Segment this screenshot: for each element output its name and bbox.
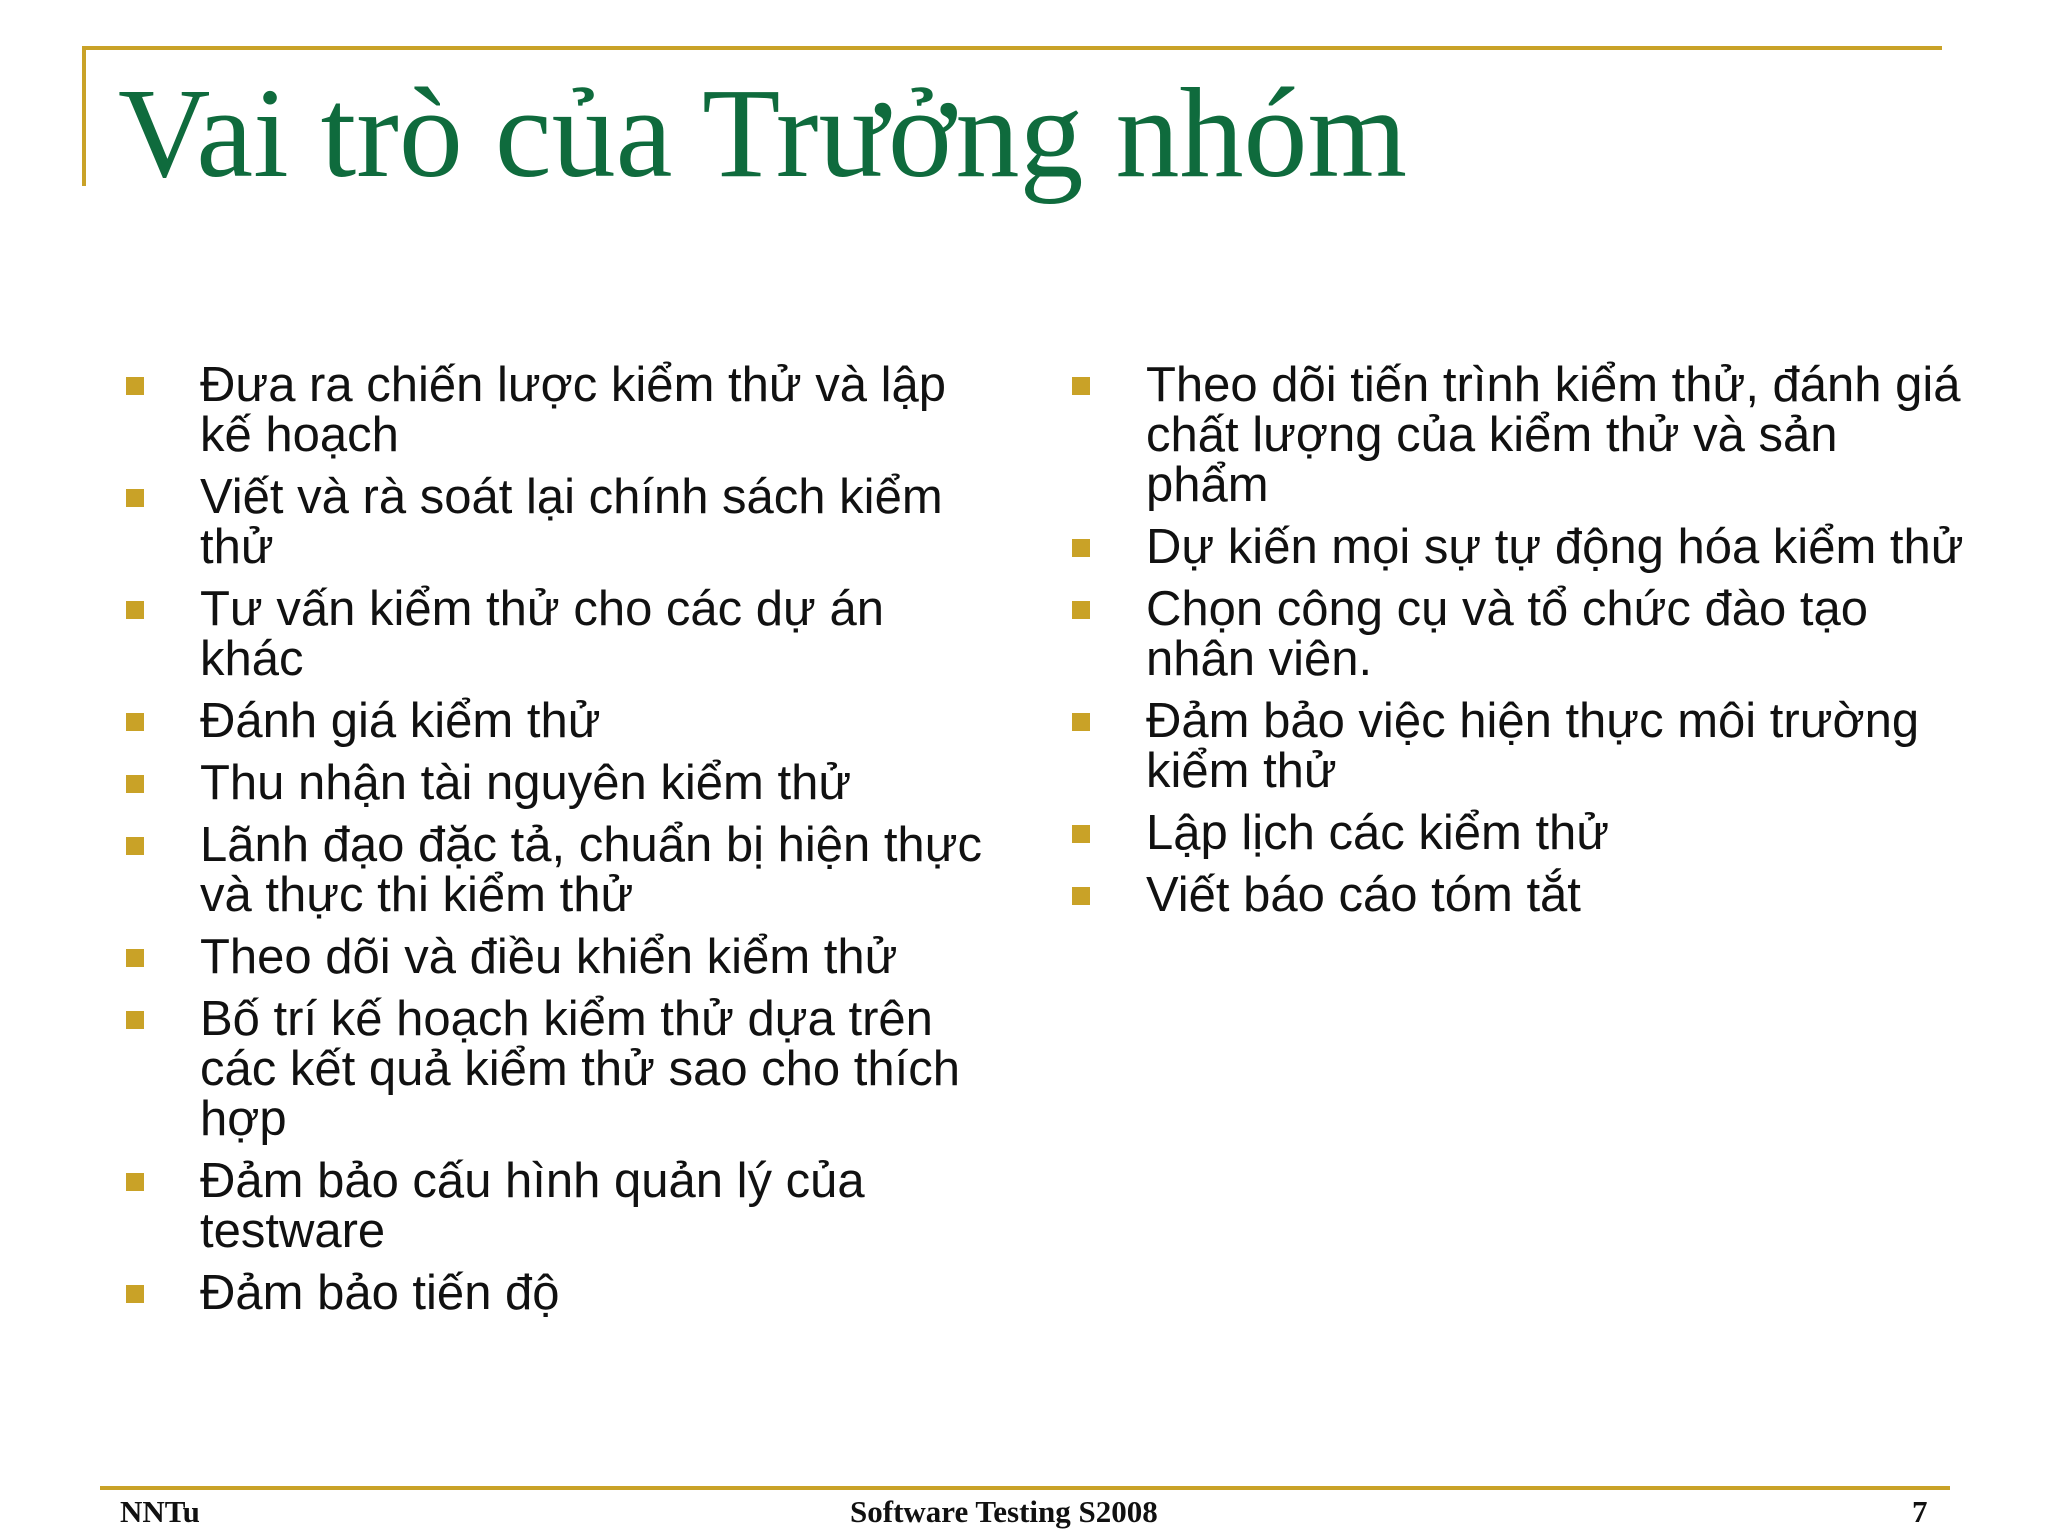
list-item: [120, 994, 1000, 1144]
footer-author: NNTu: [120, 1494, 200, 1529]
title-accent-line-top: [82, 46, 1942, 50]
list-item-text: Đảm bảo tiến độ: [200, 1266, 560, 1320]
square-bullet-icon: [126, 489, 144, 507]
list-item: [120, 932, 1000, 982]
list-item-text: Lãnh đạo đặc tả, chuẩn bị hiện thực và thực thi kiểm thử: [200, 818, 982, 922]
list-item-text: Đảm bảo cấu hình quản lý của testware: [200, 1154, 865, 1258]
list-item-text: Theo dõi tiến trình kiểm thử, đánh giá chất lượng của kiểm thử và sản phẩm: [1146, 358, 1961, 512]
list-item: [120, 360, 1000, 460]
square-bullet-icon: [126, 601, 144, 619]
list-item-text: Tư vấn kiểm thử cho các dự án khác: [200, 582, 884, 686]
square-bullet-icon: [126, 837, 144, 855]
square-bullet-icon: [126, 949, 144, 967]
square-bullet-icon: [126, 1011, 144, 1029]
list-item-text: Dự kiến mọi sự tự động hóa kiểm thử: [1146, 520, 1964, 574]
square-bullet-icon: [1072, 713, 1090, 731]
page-number: 7: [1912, 1494, 1928, 1529]
square-bullet-icon: [126, 775, 144, 793]
square-bullet-icon: [1072, 887, 1090, 905]
list-item-text: Bố trí kế hoạch kiểm thử dựa trên các kết quả kiểm thử sao cho thích hợp: [200, 992, 961, 1146]
list-item-text: Theo dõi và điều khiển kiểm thử: [200, 930, 898, 984]
list-item-text: Chọn công cụ và tổ chức đào tạo nhân viên.: [1146, 582, 1868, 686]
square-bullet-icon: [1072, 377, 1090, 395]
square-bullet-icon: [126, 713, 144, 731]
footer-course: Software Testing S2008: [850, 1494, 1158, 1529]
square-bullet-icon: [126, 1173, 144, 1191]
list-item: [120, 1268, 1000, 1318]
list-item: [120, 1156, 1000, 1256]
list-item-text: Thu nhận tài nguyên kiểm thử: [200, 756, 852, 810]
list-item: [1066, 696, 1966, 796]
left-bullet-list: [120, 360, 1000, 1330]
list-item-text: Viết và rà soát lại chính sách kiểm thử: [200, 470, 943, 574]
list-item: [1066, 584, 1966, 684]
list-item: [120, 758, 1000, 808]
list-item-text: Lập lịch các kiểm thử: [1146, 806, 1610, 860]
square-bullet-icon: [1072, 539, 1090, 557]
list-item: [120, 584, 1000, 684]
list-item: [1066, 522, 1966, 572]
list-item: [1066, 870, 1966, 920]
list-item-text: Đảm bảo việc hiện thực môi trường kiểm thử: [1146, 694, 1920, 798]
square-bullet-icon: [1072, 825, 1090, 843]
square-bullet-icon: [126, 377, 144, 395]
list-item-text: Đánh giá kiểm thử: [200, 694, 601, 748]
list-item-text: Đưa ra chiến lược kiểm thử và lập kế hoạch: [200, 358, 947, 462]
square-bullet-icon: [126, 1285, 144, 1303]
list-item: [1066, 808, 1966, 858]
list-item: [120, 472, 1000, 572]
list-item: [1066, 360, 1966, 510]
list-item: [120, 696, 1000, 746]
right-bullet-list: [1066, 360, 1966, 932]
slide-title: Vai trò của Trưởng nhóm: [118, 62, 1408, 204]
square-bullet-icon: [1072, 601, 1090, 619]
list-item-text: Viết báo cáo tóm tắt: [1146, 868, 1581, 922]
list-item: [120, 820, 1000, 920]
footer-divider: [100, 1486, 1950, 1490]
title-accent-line-left: [82, 46, 86, 186]
